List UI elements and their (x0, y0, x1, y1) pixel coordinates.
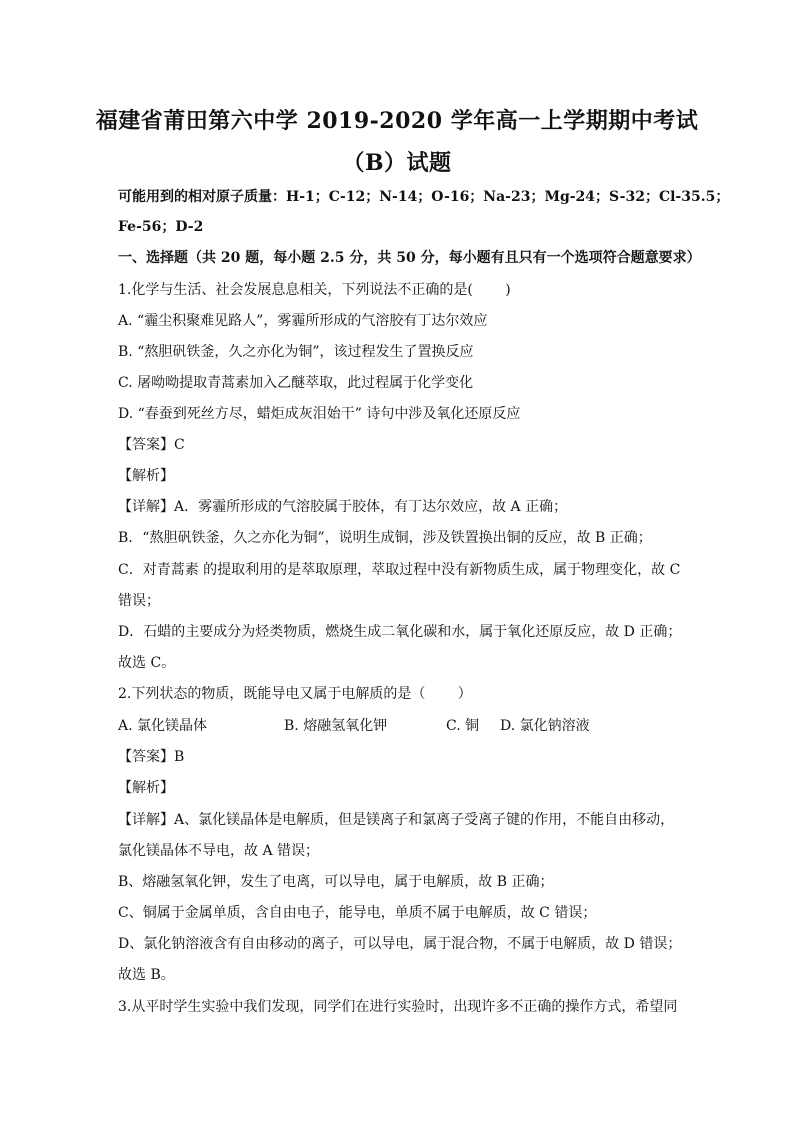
q2-stem: 2.下列状态的物质，既能导电又属于电解质的是（ ） (118, 686, 472, 702)
q1-detail-1: 【详解】A．雾霾所形成的气溶胶属于胶体，有丁达尔效应，故 A 正确； (118, 499, 568, 515)
q1-analysis-label: 【解析】 (118, 468, 174, 484)
q2-analysis-label: 【解析】 (118, 780, 174, 796)
q2-conclusion: 故选 B。 (118, 967, 175, 983)
section-heading: 一、选择题（共 20 题，每小题 2.5 分，共 50 分，每小题有且只有一个选项符合题意要求） (118, 250, 701, 266)
atomic-mass-line-2: Fe-56；D-2 (118, 219, 204, 235)
document-title-line-2: （B）试题 (342, 150, 452, 176)
q2-detail-4: C、铜属于金属单质，含自由电子，能导电，单质不属于电解质，故 C 错误； (118, 905, 597, 921)
q1-detail-3: C．对青蒿素 的提取利用的是萃取原理，萃取过程中没有新物质生成，属于物理变化，故 C (118, 562, 681, 578)
q2-option-c: C. 铜 (446, 718, 480, 734)
q1-option-a: A. “霾尘积聚难见路人”，雾霾所形成的气溶胶有丁达尔效应 (118, 313, 488, 329)
q1-option-d: D. “春蚕到死丝方尽，蜡炬成灰泪始干” 诗句中涉及氧化还原反应 (118, 406, 521, 422)
q1-stem: 1.化学与生活、社会发展息息相关，下列说法不正确的是( ) (118, 282, 511, 298)
atomic-mass-line-1: 可能用到的相对原子质量：H-1；C-12；N-14；O-16；Na-23；Mg-24；S-32；Cl-35.5； (118, 189, 730, 205)
document-title-line-1: 福建省莆田第六中学 2019-2020 学年高一上学期期中考试 (95, 108, 699, 134)
q1-detail-5: D．石蜡的主要成分为烃类物质，燃烧生成二氧化碳和水，属于氧化还原反应，故 D 正确； (118, 624, 682, 640)
q2-option-b: B. 熔融氢氧化钾 (284, 718, 388, 734)
q2-option-d: D. 氯化钠溶液 (500, 718, 590, 734)
q2-detail-5: D、氯化钠溶液含有自由移动的离子，可以导电，属于混合物，不属于电解质，故 D 错误； (118, 936, 682, 952)
q1-conclusion: 故选 C。 (118, 655, 176, 671)
q2-option-a: A. 氯化镁晶体 (118, 718, 208, 734)
q2-detail-3: B、熔融氢氧化钾，发生了电离，可以导电，属于电解质，故 B 正确； (118, 874, 554, 890)
q1-answer: 【答案】C (118, 437, 185, 453)
q2-detail-2: 氯化镁晶体不导电，故 A 错误； (118, 843, 320, 859)
q1-option-b: B. “熬胆矾铁釜，久之亦化为铜”，该过程发生了置换反应 (118, 344, 474, 360)
q1-option-c: C. 屠呦呦提取青蒿素加入乙醚萃取，此过程属于化学变化 (118, 375, 474, 391)
q3-stem: 3.从平时学生实验中我们发现，同学们在进行实验时，出现许多不正确的操作方式，希望同 (118, 999, 678, 1015)
q2-detail-1: 【详解】A、氯化镁晶体是电解质，但是镁离子和氯离子受离子键的作用，不能自由移动， (118, 812, 675, 828)
q2-answer: 【答案】B (118, 749, 185, 765)
q1-detail-2: B．“熬胆矾铁釜，久之亦化为铜”，说明生成铜，涉及铁置换出铜的反应，故 B 正确； (118, 530, 652, 546)
q1-detail-4: 错误； (118, 593, 160, 609)
